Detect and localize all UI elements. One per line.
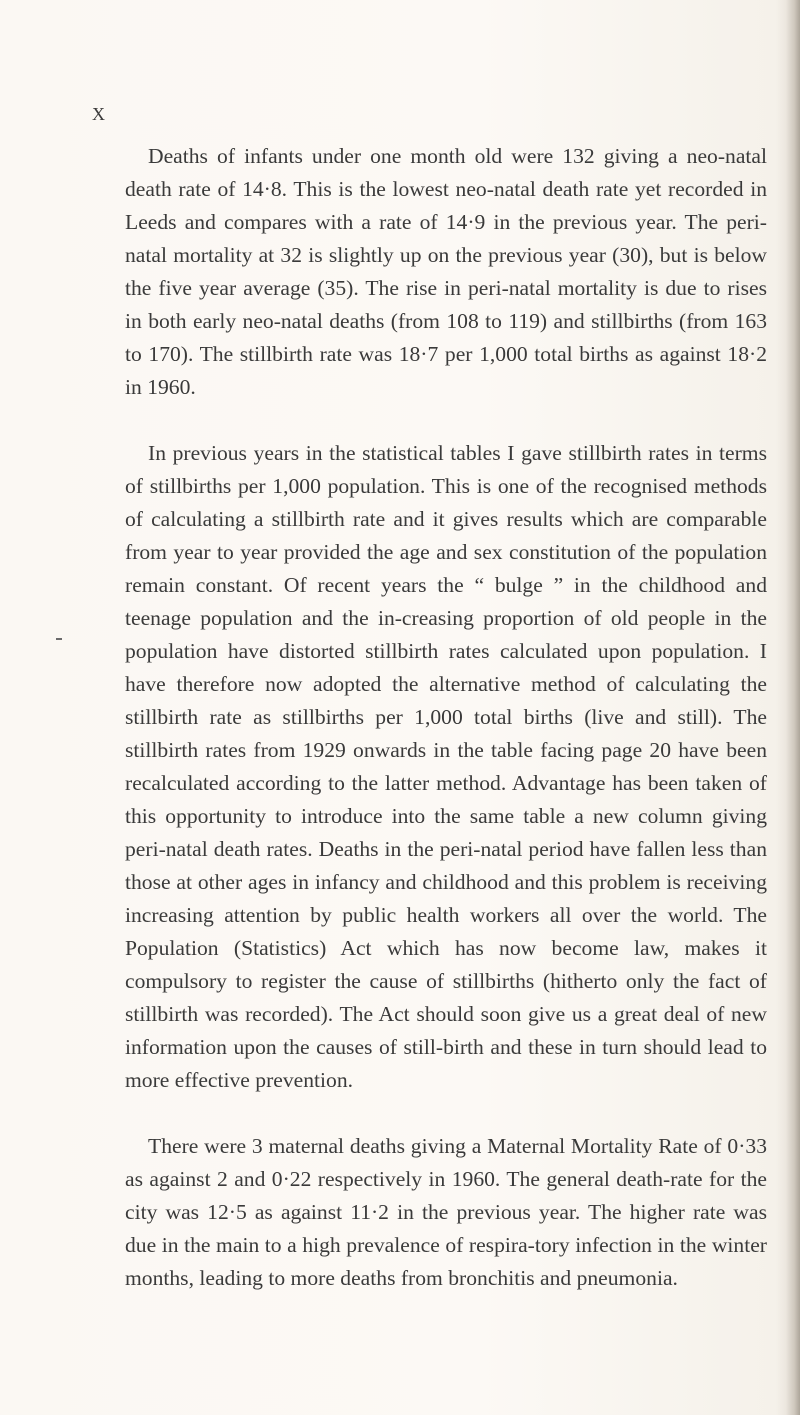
page-edge-shadow — [786, 0, 800, 1415]
body-text — [125, 140, 767, 1328]
margin-mark — [56, 638, 62, 640]
paragraph-maternal-mortality: There were 3 maternal deaths giving a Maternal Mortality Rate of 0·33 as against 2 and 0·22 respectively in 1960. The general death-rate for the city was 12·5 as against 11·2 in the previous year. The higher rate was due in the main to a high prevalence of respira-tory infection in the winter months, leading to more deaths from bronchitis and pneumonia. — [125, 1134, 767, 1290]
paragraph-stillbirth-rates: In previous years in the statistical tables I gave stillbirth rates in terms of stillbirths per 1,000 population. This is one of the recognised methods of calculating a stillbirth rate and it gives results which are comparable from year to year provided the age and sex constitution of the population remain constant. Of recent years the “ bulge ” in the childhood and teenage population and the in-creasing proportion of old people in the population have distorted stillbirth rates calculated upon population. I have therefore now adopted the alternative method of calculating the stillbirth rate as stillbirths per 1,000 total births (live and still). The stillbirth rates from 1929 onwards in the table facing page 20 have been recalculated according to the latter method. Advantage has been taken of this opportunity to introduce into the same table a new column giving peri-natal death rates. Deaths in the peri-natal period have fallen less than those at other ages in infancy and childhood and this problem is receiving increasing attention by public health workers all over the world. The Population (Statistics) Act which has now become law, makes it compulsory to register the cause of stillbirths (hitherto only the fact of stillbirth was recorded). The Act should soon give us a great deal of new information upon the causes of still-birth and these in turn should lead to more effective prevention. — [125, 441, 767, 1092]
paragraph-neonatal-deaths: Deaths of infants under one month old were 132 giving a neo-natal death rate of 14·8. This is the lowest neo-natal death rate yet recorded in Leeds and compares with a rate of 14·9 in the previous year. The peri-natal mortality at 32 is slightly up on the previous year (30), but is below the five year average (35). The rise in peri-natal mortality is due to rises in both early neo-natal deaths (from 108 to 119) and stillbirths (from 163 to 170). The stillbirth rate was 18·7 per 1,000 total births as against 18·2 in 1960. — [125, 144, 767, 399]
page-number: X — [92, 104, 106, 124]
